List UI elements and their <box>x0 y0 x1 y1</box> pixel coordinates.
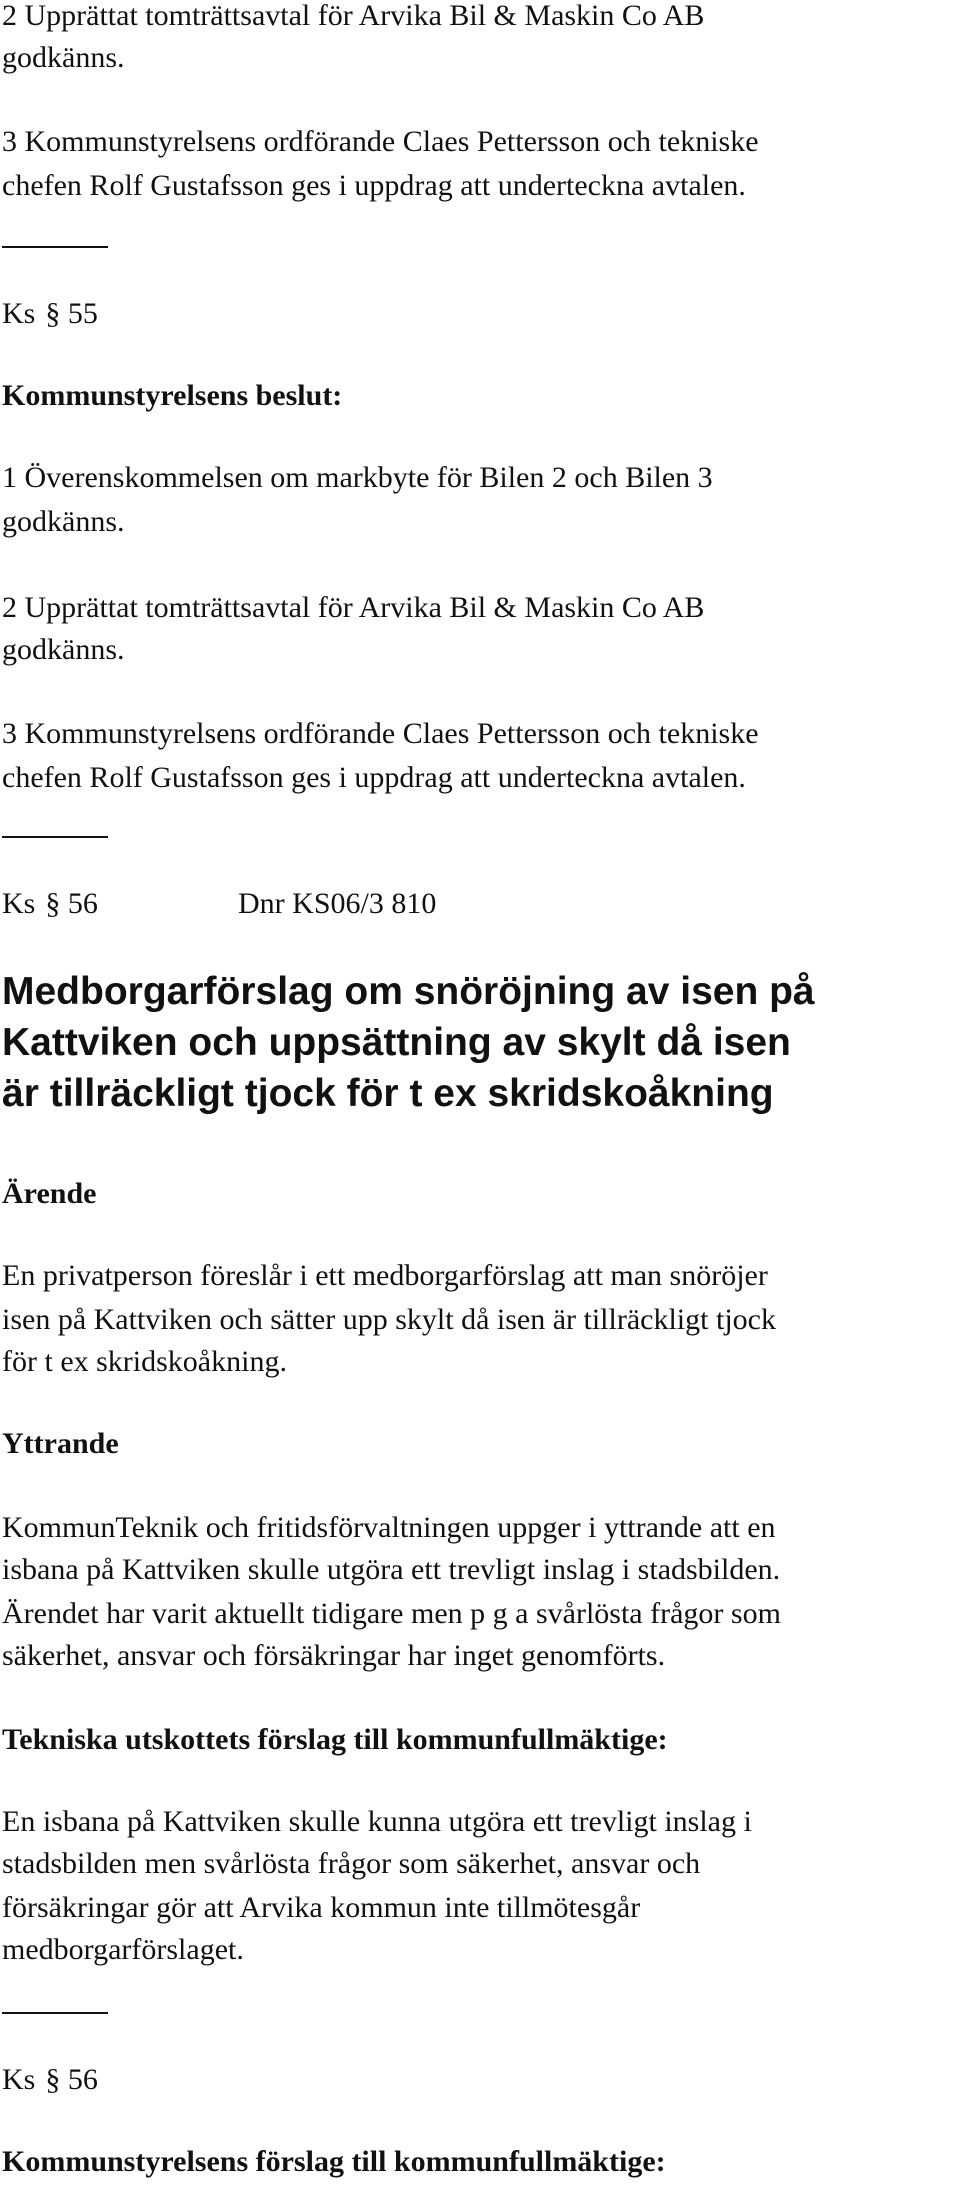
ks56-heading <box>2 884 942 924</box>
top-item2-line2: godkänns. <box>2 41 125 74</box>
section-sign: § <box>45 887 61 920</box>
yttrande-line4: säkerhet, ansvar och försäkringar har inget genomförts. <box>2 1639 666 1672</box>
ks-label: Ks <box>2 2063 36 2096</box>
ks56-title-line1: Medborgarförslag om snöröjning av isen på <box>2 970 815 1013</box>
ks56-title-line2: Kattviken och uppsättning av skylt då isen <box>2 1021 791 1064</box>
ks56-title-line3: är tillräckligt tjock för t ex skridskoåkning <box>2 1072 774 1115</box>
tu-line2: stadsbilden men svårlösta frågor som säkerhet, ansvar och <box>2 1847 701 1880</box>
separator-rule <box>2 2012 108 2014</box>
diary-number: Dnr KS06/3 810 <box>238 887 437 920</box>
top-item2-line1: 2 Upprättat tomträttsavtal för Arvika Bil & Maskin Co AB <box>2 0 705 32</box>
tu-line4: medborgarförslaget. <box>2 1933 244 1966</box>
arende-line1: En privatperson föreslår i ett medborgarförslag att man snöröjer <box>2 1259 768 1292</box>
top-item3-line1: 3 Kommunstyrelsens ordförande Claes Pettersson och tekniske <box>2 125 759 158</box>
ks-label: Ks <box>2 887 36 920</box>
top-item3-line2: chefen Rolf Gustafsson ges i uppdrag att underteckna avtalen. <box>2 169 746 202</box>
ks55-item1-line2: godkänns. <box>2 505 125 538</box>
ks56b-forslag-heading: Kommunstyrelsens förslag till kommunfullmäktige: <box>2 2145 666 2178</box>
ks56b-heading <box>2 2060 98 2100</box>
ks55-heading <box>2 294 98 334</box>
ks-number: 55 <box>67 297 98 330</box>
tu-line1: En isbana på Kattviken skulle kunna utgöra ett trevligt inslag i <box>2 1805 752 1838</box>
ks55-item3-line1: 3 Kommunstyrelsens ordförande Claes Pettersson och tekniske <box>2 717 759 750</box>
tu-line3: försäkringar gör att Arvika kommun inte tillmötesgår <box>2 1891 641 1924</box>
ks-label: Ks <box>2 297 36 330</box>
arende-heading: Ärende <box>2 1177 97 1210</box>
yttrande-line2: isbana på Kattviken skulle utgöra ett trevligt inslag i stadsbilden. <box>2 1553 781 1586</box>
ks55-beslut-heading: Kommunstyrelsens beslut: <box>2 379 343 412</box>
separator-rule <box>2 246 108 248</box>
ks-number: 56 <box>67 887 98 920</box>
separator-rule <box>2 836 108 838</box>
section-sign: § <box>45 297 61 330</box>
ks55-item3-line2: chefen Rolf Gustafsson ges i uppdrag att underteckna avtalen. <box>2 761 746 794</box>
arende-line2: isen på Kattviken och sätter upp skylt då isen är tillräckligt tjock <box>2 1303 776 1336</box>
ks55-item1-line1: 1 Överenskommelsen om markbyte för Bilen 2 och Bilen 3 <box>2 461 713 494</box>
yttrande-heading: Yttrande <box>2 1427 119 1460</box>
tu-heading: Tekniska utskottets förslag till kommunfullmäktige: <box>2 1723 668 1756</box>
ks55-item2-line2: godkänns. <box>2 633 125 666</box>
ks-number: 56 <box>67 2063 98 2096</box>
ks55-item2-line1: 2 Upprättat tomträttsavtal för Arvika Bil & Maskin Co AB <box>2 591 705 624</box>
arende-line3: för t ex skridskoåkning. <box>2 1345 287 1378</box>
yttrande-line1: KommunTeknik och fritidsförvaltningen uppger i yttrande att en <box>2 1511 776 1544</box>
section-sign: § <box>45 2063 61 2096</box>
yttrande-line3: Ärendet har varit aktuellt tidigare men p g a svårlösta frågor som <box>2 1597 781 1630</box>
